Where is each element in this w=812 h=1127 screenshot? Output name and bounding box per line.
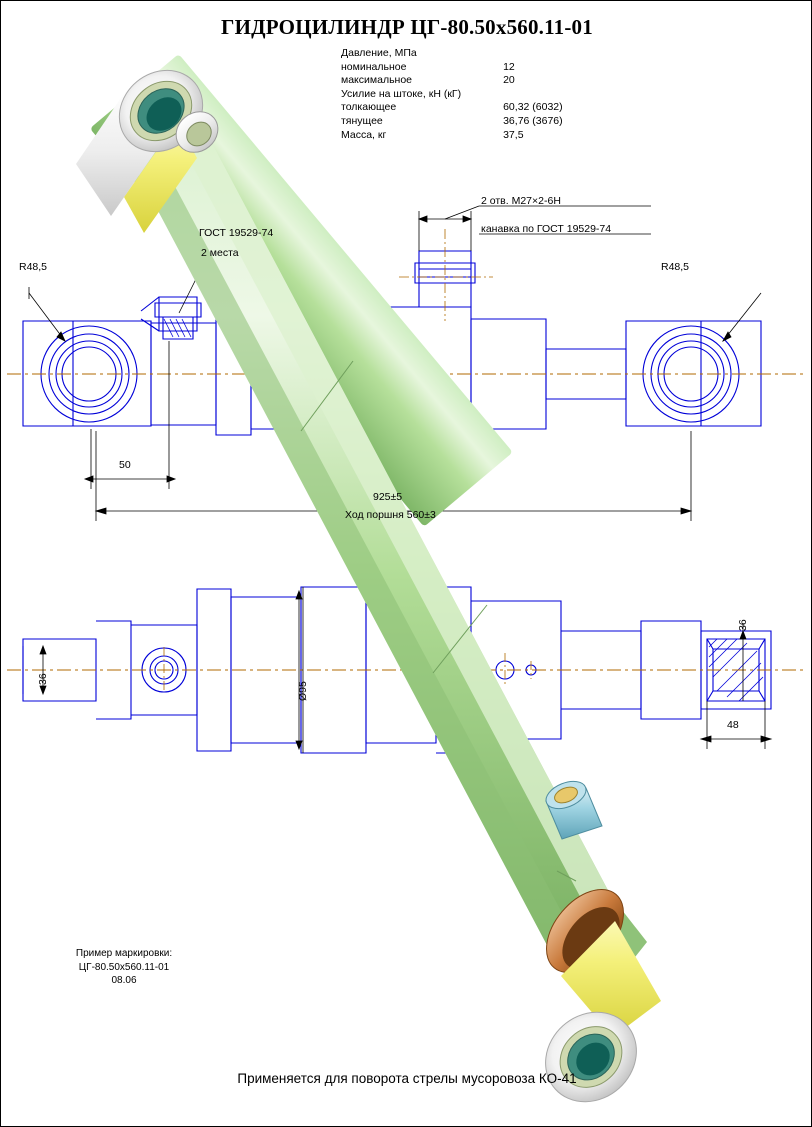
hatching-left-port (164, 319, 191, 337)
marking-line-1: Пример маркировки: (75, 948, 173, 959)
radius-left-label: R48,5 (19, 261, 48, 273)
spec-value: 20 (503, 74, 515, 87)
dim-stroke-label: Ход поршня 560±3 (345, 509, 436, 521)
spec-label: максимальное (341, 74, 413, 87)
spec-label: толкающее (341, 101, 397, 114)
marking-line-2: ЦГ-80.50х560.11-01 (78, 961, 170, 973)
dim-diameter95-label: Ø95 (297, 681, 309, 701)
radius-right-label: R48,5 (661, 261, 690, 273)
spec-mass-label: Масса, кг (341, 128, 387, 141)
spec-value: 60,32 (6032) (503, 101, 563, 114)
holes-callout: 2 отв. М27×2-6Н (481, 195, 561, 207)
marking-example (49, 947, 199, 988)
spec-mass-value: 37,5 (503, 128, 524, 141)
spec-label: номинальное (341, 60, 407, 73)
gost-callout-label: ГОСТ 19529-74 (199, 227, 274, 239)
spec-force-header: Усилие на штоке, кН (кГ) (341, 87, 462, 100)
dim-48-label: 48 (727, 719, 739, 731)
spec-label: тянущее (341, 114, 383, 127)
spec-pressure-header: Давление, МПа (341, 47, 417, 59)
dim-total-label: 925±5 (373, 491, 403, 503)
dim-36-right-label: 36 (737, 619, 749, 631)
spec-value: 36,76 (3676) (503, 114, 563, 127)
gost-callout-places: 2 места (201, 247, 239, 259)
application-note: Применяется для поворота стрелы мусоровоза КО-41 (237, 1071, 577, 1086)
marking-line-3: 08.06 (111, 975, 137, 986)
dim-36-left-label: 36 (37, 673, 49, 685)
dim-50-label: 50 (119, 459, 131, 471)
page-title: ГИДРОЦИЛИНДР ЦГ-80.50х560.11-01 (221, 15, 593, 39)
spec-value: 12 (503, 60, 515, 73)
groove-callout: канавка по ГОСТ 19529-74 (481, 223, 612, 235)
